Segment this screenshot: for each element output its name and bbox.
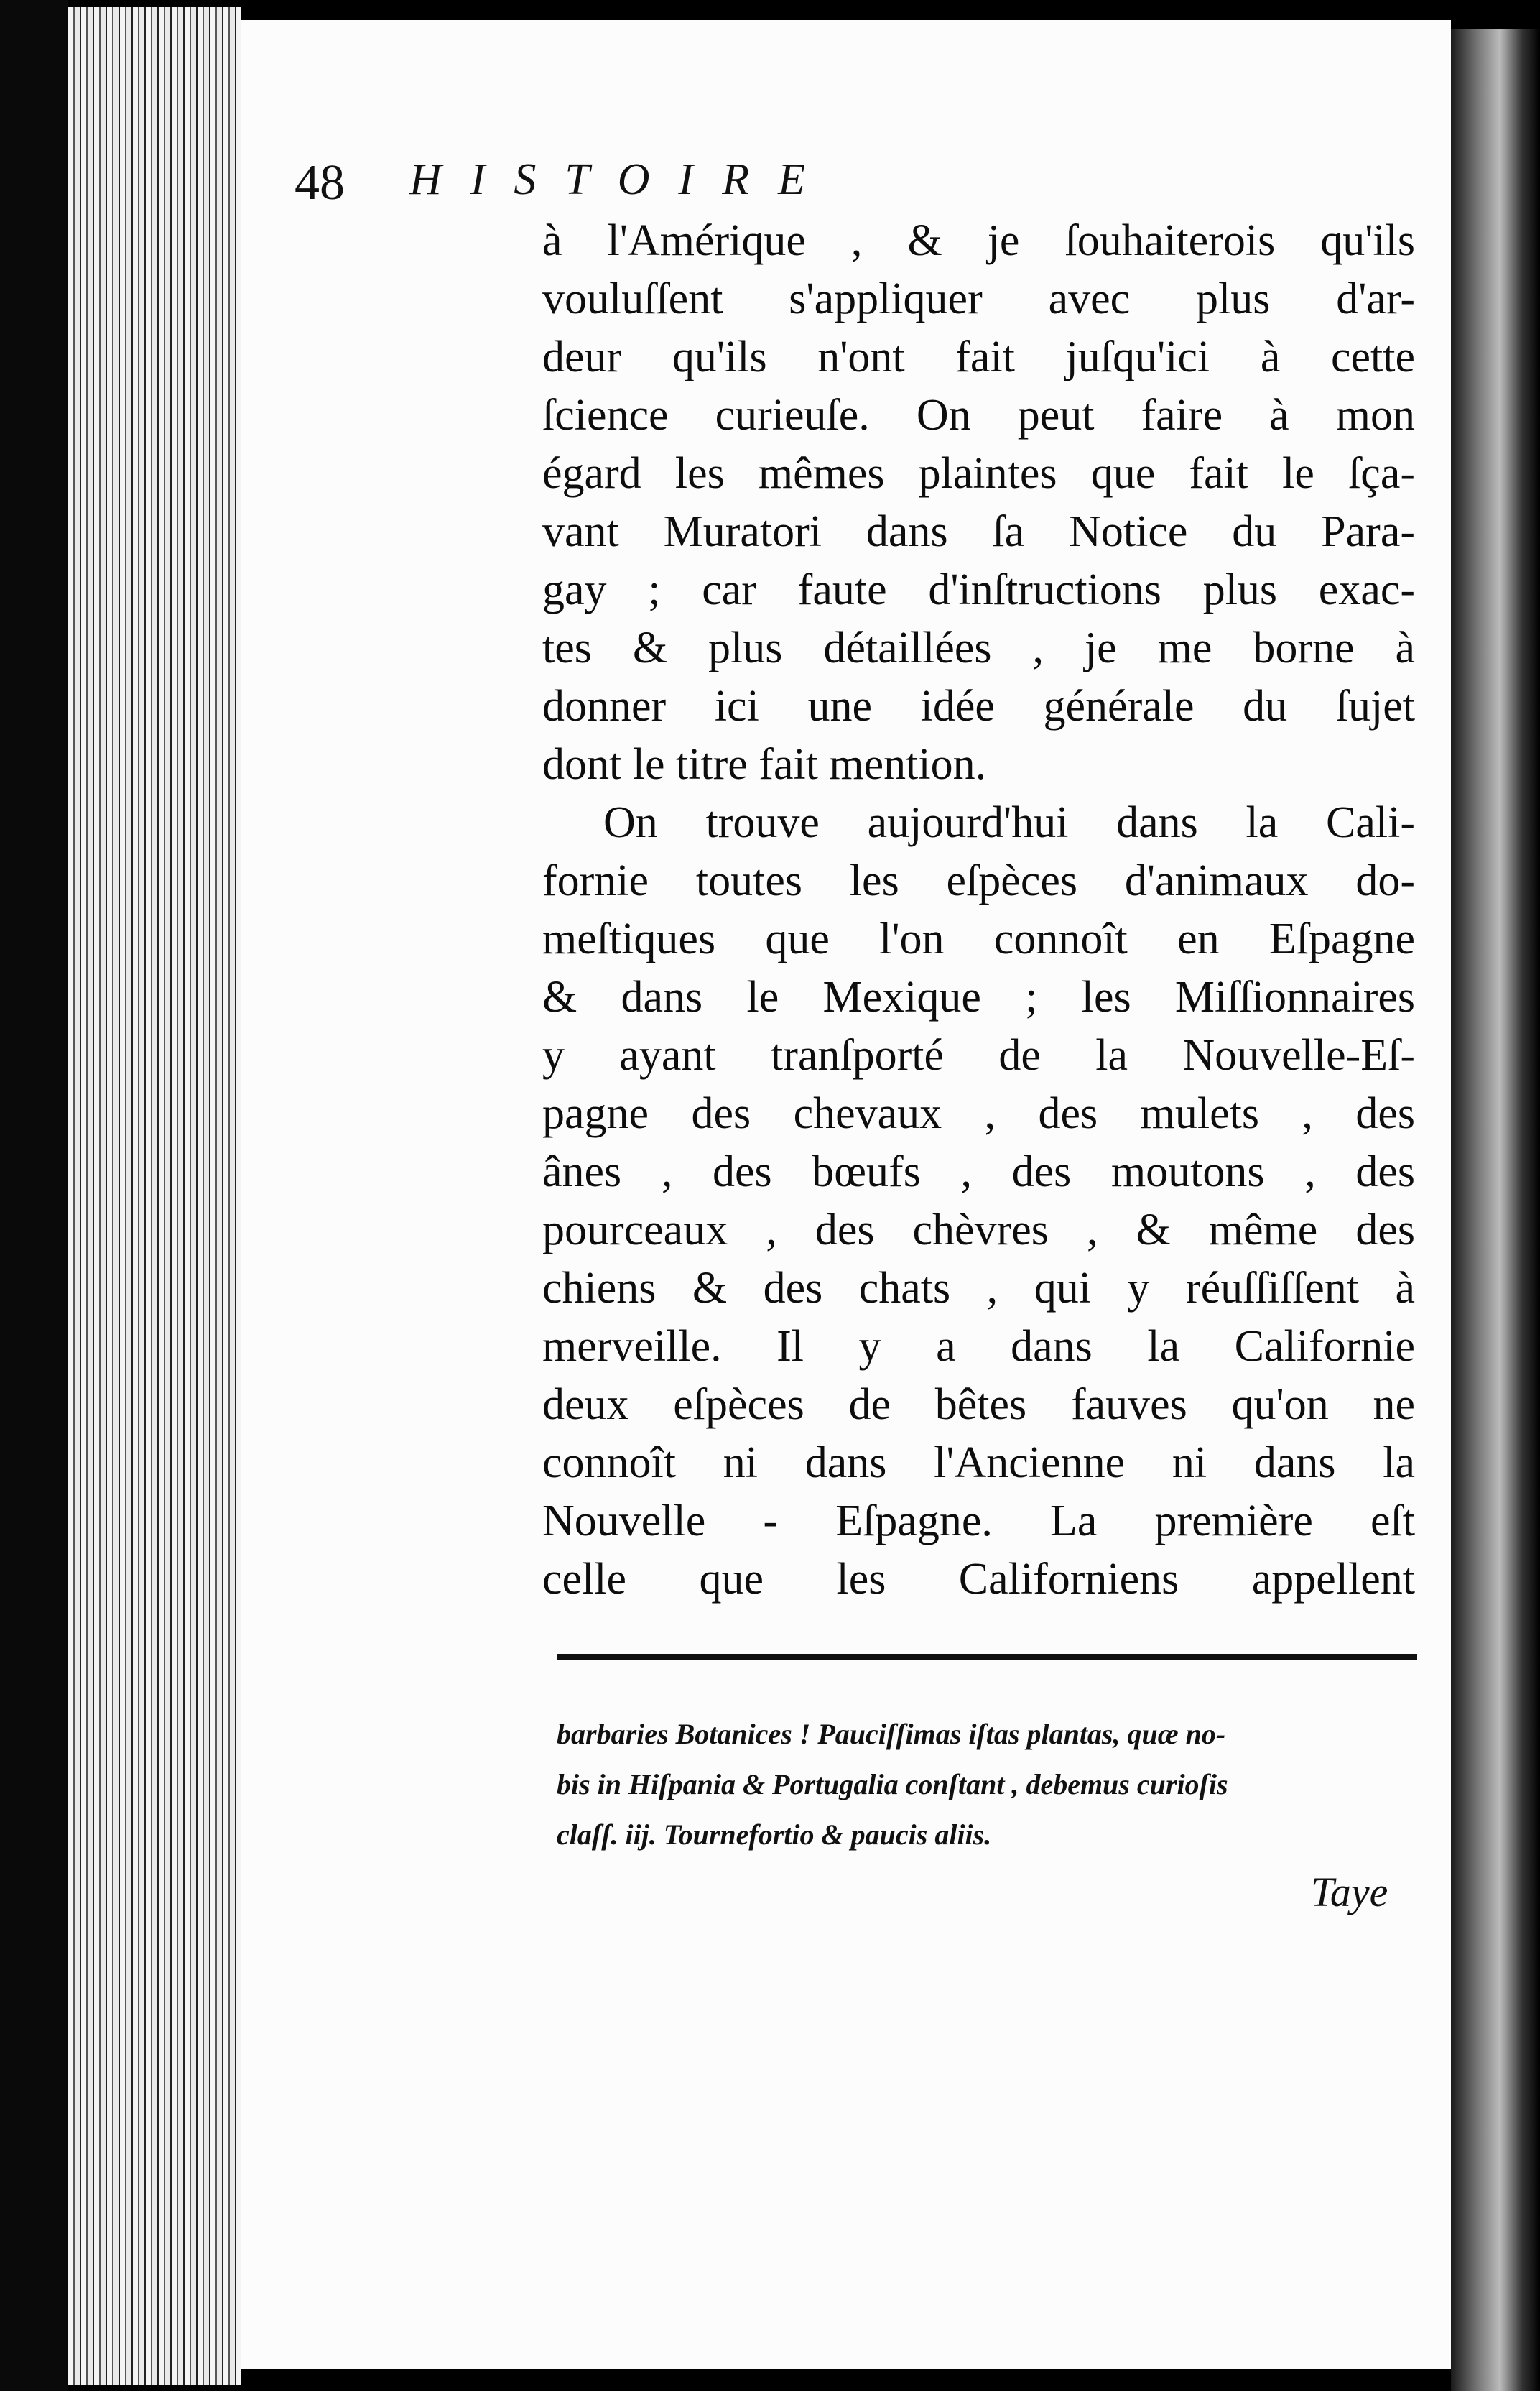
text-line: deux eſpèces de bêtes fauves qu'on ne — [542, 1380, 1415, 1429]
text-line: ſcience curieuſe. On peut faire à mon — [542, 391, 1415, 440]
text-line: merveille. Il y a dans la Californie — [542, 1322, 1415, 1371]
text-line: connoît ni dans l'Ancienne ni dans la — [542, 1438, 1415, 1487]
text-line: meſtiques que l'on connoît en Eſpagne — [542, 915, 1415, 963]
book-page-edges — [68, 7, 241, 2385]
page-number: 48 — [294, 155, 345, 211]
text-line: chiens & des chats , qui y réuſſiſſent à — [542, 1264, 1415, 1313]
catchword: Taye — [1311, 1869, 1388, 1915]
text-line: On trouve aujourd'hui dans la Cali- — [603, 798, 1415, 847]
footnote-line: bis in Hiſpania & Portugalia conſtant , debemus curioſis — [557, 1768, 1228, 1800]
text-line: deur qu'ils n'ont fait juſqu'ici à cette — [542, 333, 1415, 381]
text-line: à l'Amérique , & je ſouhaiterois qu'ils — [542, 216, 1415, 265]
text-line: dont le titre fait mention. — [542, 740, 987, 789]
text-line: pourceaux , des chèvres , & même des — [542, 1206, 1415, 1254]
book-right-edge — [1451, 29, 1540, 2391]
text-line: ânes , des bœufs , des moutons , des — [542, 1147, 1415, 1196]
footnote-line: claſſ. iij. Tournefortio & paucis aliis. — [557, 1818, 992, 1851]
text-line: vant Muratori dans ſa Notice du Para- — [542, 507, 1415, 556]
text-line: tes & plus détaillées , je me borne à — [542, 624, 1415, 672]
text-line: donner ici une idée générale du ſujet — [542, 682, 1415, 731]
text-line: & dans le Mexique ; les Miſſionnaires — [542, 973, 1415, 1022]
text-line: fornie toutes les eſpèces d'animaux do- — [542, 856, 1415, 905]
text-line: Nouvelle - Eſpagne. La première eſt — [542, 1497, 1415, 1545]
text-line: celle que les Californiens appellent — [542, 1555, 1415, 1604]
text-line: y ayant tranſporté de la Nouvelle-Eſ- — [542, 1031, 1415, 1080]
text-line: égard les mêmes plaintes que fait le ſça- — [542, 449, 1415, 498]
text-line: gay ; car faute d'inſtructions plus exac- — [542, 565, 1415, 614]
footnote-line: barbaries Botanices ! Pauciſſimas iſtas plantas, quæ no- — [557, 1718, 1226, 1750]
text-line: vouluſſent s'appliquer avec plus d'ar- — [542, 274, 1415, 323]
scan-background — [0, 0, 68, 2391]
text-line: pagne des chevaux , des mulets , des — [542, 1089, 1415, 1138]
running-title: HISTOIRE — [409, 155, 834, 204]
footnote-rule — [557, 1654, 1417, 1660]
